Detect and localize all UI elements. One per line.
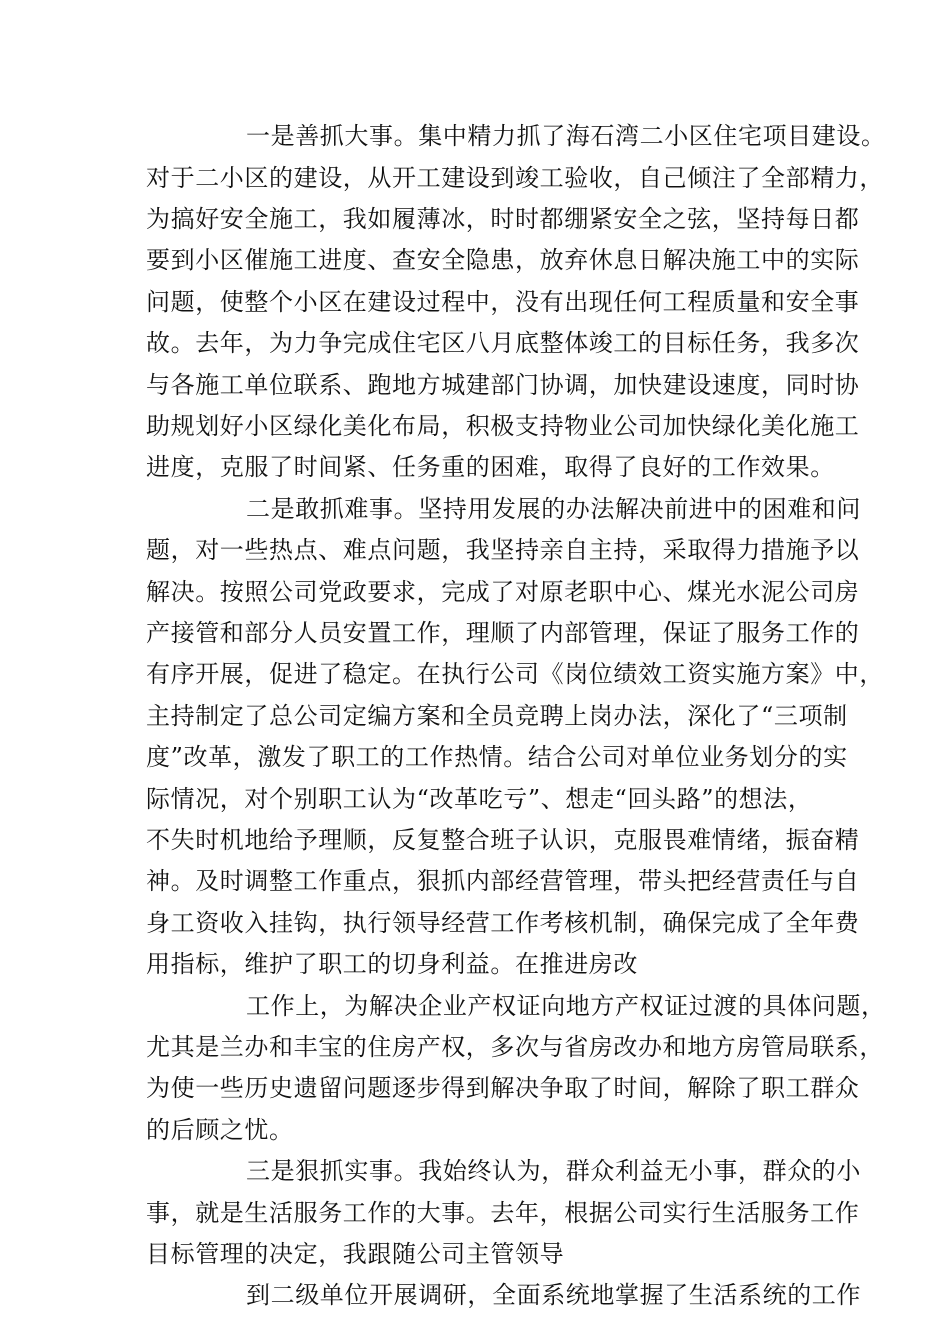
paragraph-3-line: 的后顾之忧。 [146, 1116, 294, 1144]
paragraph-1-line: 要到小区催施工进度、查安全隐患，放弃休息日解决施工中的实际 [146, 246, 860, 274]
paragraph-3-line: 尤其是兰办和丰宝的住房产权，多次与省房改办和地方房管局联系， [146, 1033, 884, 1061]
paragraph-1-line: 与各施工单位联系、跑地方城建部门协调，加快建设速度，同时协 [146, 371, 860, 399]
paragraph-1-line: 故。去年，为力争完成住宅区八月底整体竣工的目标任务，我多次 [146, 329, 860, 357]
paragraph-2-line: 际情况，对个别职工认为“改革吃亏”、想走“回头路”的想法， [146, 785, 813, 813]
paragraph-1-line: 为搞好安全施工，我如履薄冰，时时都绷紧安全之弦，坚持每日都 [146, 205, 860, 233]
paragraph-1-line: 助规划好小区绿化美化布局，积极支持物业公司加快绿化美化施工 [146, 412, 860, 440]
paragraph-4-line: 目标管理的决定，我跟随公司主管领导 [146, 1240, 565, 1268]
paragraph-3-line: 为使一些历史遗留问题逐步得到解决争取了时间，解除了职工群众 [146, 1074, 860, 1102]
paragraph-2-line: 用指标，维护了职工的切身利益。在推进房改 [146, 950, 638, 978]
paragraph-2-line: 度”改革，激发了职工的工作热情。结合公司对单位业务划分的实 [146, 743, 848, 771]
paragraph-2-line: 题，对一些热点、难点问题，我坚持亲自主持，采取得力措施予以 [146, 536, 860, 564]
paragraph-2-line: 身工资收入挂钩，执行领导经营工作考核机制，确保完成了全年费 [146, 909, 860, 937]
paragraph-2-line: 有序开展，促进了稳定。在执行公司《岗位绩效工资实施方案》中， [146, 660, 884, 688]
paragraph-5-line: 到二级单位开展调研，全面系统地掌握了生活系统的工作 [246, 1281, 861, 1309]
paragraph-2-line: 不失时机地给予理顺，反复整合班子认识，克服畏难情绪，振奋精 [146, 826, 860, 854]
paragraph-2-line: 解决。按照公司党政要求，完成了对原老职中心、煤光水泥公司房 [146, 578, 860, 606]
paragraph-3-line: 工作上，为解决企业产权证向地方产权证过渡的具体问题， [246, 992, 886, 1020]
paragraph-2-line: 主持制定了总公司定编方案和全员竞聘上岗办法，深化了“三项制 [146, 702, 848, 730]
paragraph-1-line: 问题，使整个小区在建设过程中，没有出现任何工程质量和安全事 [146, 288, 860, 316]
paragraph-1-line: 一是善抓大事。集中精力抓了海石湾二小区住宅项目建设。 [246, 122, 886, 150]
paragraph-2-line: 神。及时调整工作重点，狠抓内部经营管理，带头把经营责任与自 [146, 867, 860, 895]
paragraph-1-line: 对于二小区的建设，从开工建设到竣工验收，自己倾注了全部精力， [146, 164, 884, 192]
paragraph-4-line: 事，就是生活服务工作的大事。去年，根据公司实行生活服务工作 [146, 1199, 860, 1227]
paragraph-4-line: 三是狠抓实事。我始终认为，群众利益无小事，群众的小 [246, 1157, 861, 1185]
paragraph-1-line: 进度，克服了时间紧、任务重的困难，取得了良好的工作效果。 [146, 453, 835, 481]
paragraph-2-line: 二是敢抓难事。坚持用发展的办法解决前进中的困难和问 [246, 495, 861, 523]
paragraph-2-line: 产接管和部分人员安置工作，理顺了内部管理，保证了服务工作的 [146, 619, 860, 647]
